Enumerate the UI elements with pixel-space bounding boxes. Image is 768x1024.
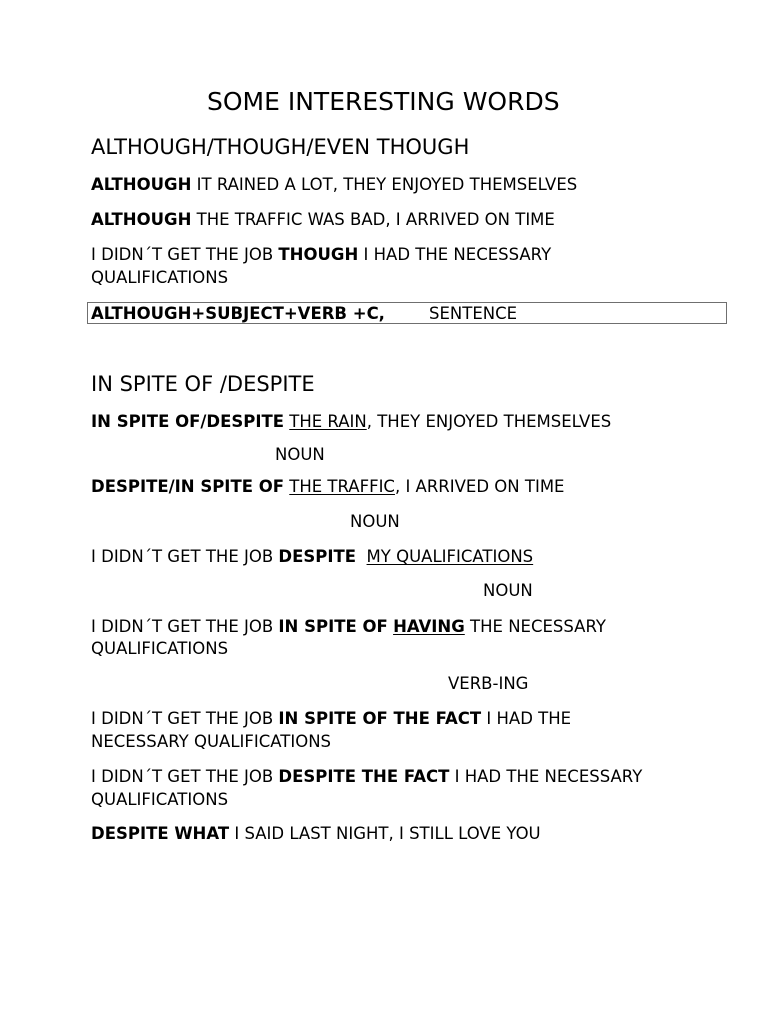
example-text: I DIDN´T GET THE JOB <box>91 767 279 786</box>
example-despite-the-fact-line2: QUALIFICATIONS <box>91 790 229 809</box>
note-noun: NOUN <box>350 512 400 531</box>
example-text: I HAD THE <box>481 709 572 728</box>
example-text: THE TRAFFIC WAS BAD, I ARRIVED ON TIME <box>191 210 555 229</box>
example-text: I DIDN´T GET THE JOB <box>91 547 279 566</box>
rule-although-sentence: SENTENCE <box>429 304 518 323</box>
example-despite-what <box>91 822 541 845</box>
example-text: I DIDN´T GET THE JOB <box>91 245 279 264</box>
noun-phrase: THE RAIN <box>289 412 367 431</box>
example-text: I HAD THE NECESSARY <box>358 245 552 264</box>
example-despite-qualifications <box>91 545 533 568</box>
keyword: DESPITE <box>278 547 357 566</box>
example-text: , THEY ENJOYED THEMSELVES <box>366 412 612 431</box>
example-text: IT RAINED A LOT, THEY ENJOYED THEMSELVES <box>191 175 578 194</box>
keyword: IN SPITE OF <box>278 617 388 636</box>
noun-phrase: MY QUALIFICATIONS <box>366 547 534 566</box>
example-despite-rain <box>91 410 611 433</box>
example-though-job-line2: QUALIFICATIONS <box>91 268 229 287</box>
example-despite-the-fact <box>91 765 642 788</box>
example-in-spite-of-having-line2: QUALIFICATIONS <box>91 639 229 658</box>
example-text: , I ARRIVED ON TIME <box>394 477 565 496</box>
page-title: SOME INTERESTING WORDS <box>207 87 560 116</box>
keyword: THOUGH <box>278 245 359 264</box>
note-verb-ing: VERB-ING <box>448 674 529 693</box>
example-in-spite-of-the-fact <box>91 707 571 730</box>
note-noun: NOUN <box>275 445 325 464</box>
example-despite-traffic <box>91 475 564 498</box>
example-text: I DIDN´T GET THE JOB <box>91 617 279 636</box>
keyword: DESPITE WHAT <box>91 824 230 843</box>
example-text: I HAD THE NECESSARY <box>449 767 643 786</box>
example-in-spite-of-having <box>91 615 606 638</box>
keyword: ALTHOUGH <box>91 210 192 229</box>
example-text: I SAID LAST NIGHT, I STILL LOVE YOU <box>229 824 541 843</box>
keyword: ALTHOUGH <box>91 175 192 194</box>
keyword: DESPITE THE FACT <box>278 767 450 786</box>
example-although-traffic <box>91 208 555 231</box>
section-heading-in-spite-of: IN SPITE OF /DESPITE <box>91 372 315 396</box>
noun-phrase: THE TRAFFIC <box>289 477 395 496</box>
keyword: IN SPITE OF/DESPITE <box>91 412 285 431</box>
keyword: IN SPITE OF THE FACT <box>278 709 482 728</box>
example-in-spite-of-the-fact-line2: NECESSARY QUALIFICATIONS <box>91 732 332 751</box>
keyword: DESPITE/IN SPITE OF <box>91 477 285 496</box>
example-although-rain <box>91 173 577 196</box>
rule-although-bold: ALTHOUGH+SUBJECT+VERB +C, <box>91 304 385 323</box>
verb-ing-word: HAVING <box>393 617 465 636</box>
section-heading-although: ALTHOUGH/THOUGH/EVEN THOUGH <box>91 135 470 159</box>
example-text: I DIDN´T GET THE JOB <box>91 709 279 728</box>
example-though-job <box>91 243 551 266</box>
note-noun: NOUN <box>483 581 533 600</box>
example-text: THE NECESSARY <box>464 617 606 636</box>
